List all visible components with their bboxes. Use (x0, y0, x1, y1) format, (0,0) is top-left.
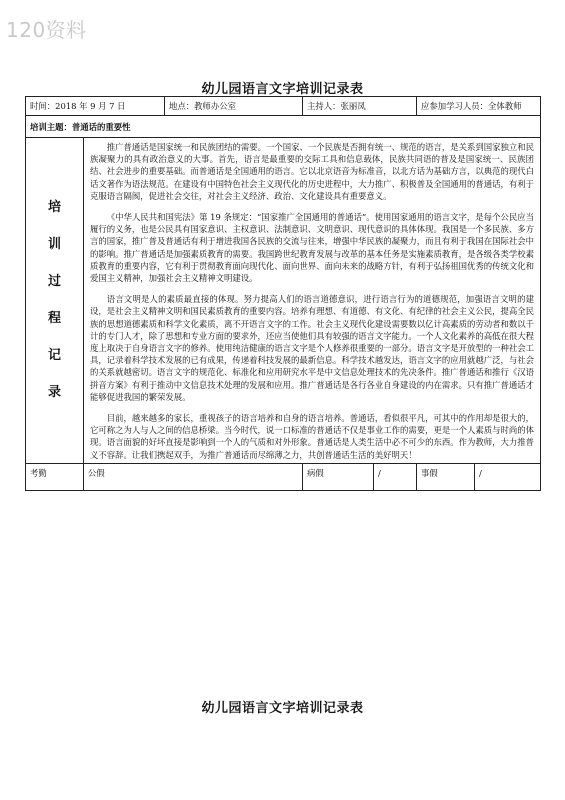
side-char: 过 (47, 274, 61, 290)
sick-leave-label: 病假 (303, 463, 374, 490)
next-page-title: 幼儿园语言文字培训记录表 (201, 701, 364, 716)
attendance-label: 考勤 (26, 463, 84, 490)
process-record-label (26, 138, 84, 464)
attendance-row (26, 463, 541, 490)
location-cell: 地点：教师办公室 (165, 97, 303, 116)
public-leave-label: 公假 (84, 463, 303, 490)
sick-leave-value: / (374, 463, 417, 490)
side-char: 培 (47, 200, 61, 216)
side-char: 记 (47, 348, 61, 364)
training-content (84, 138, 541, 464)
page-title: 幼儿园语言文字培训记录表 (201, 82, 364, 97)
side-char: 训 (47, 237, 61, 253)
content-paragraph: 《中华人民共和国宪法》第 19 条规定：“国家推广全国通用的普通话”。使用国家通用的语言文字，是每个公民应当履行的义务，也是公民具有国家意识、主权意识、法制意识、文明意识、现代意识的具体体现。我国是一个多民族、多方言的国家，推广普及普通话有利于增进我国各民族的交流与往来，增强中华民族的凝聚力，而且有利于我国在国际社会中的影响。推广普通话是加强素质教育的需要。我国跨世纪教育发展与改革的基本任务是实施素质教育，是各级各类学校素质教育的重要内容，它有利于贯彻教育面向现代化、面向世界、面向未来的战略方针，有利于弘扬祖国优秀的传统文化和爱国主义精神，加强社会主义精神文明建设。 (90, 212, 534, 284)
training-record-table (25, 96, 541, 491)
personal-leave-value: / (475, 463, 541, 490)
header-row (26, 97, 541, 116)
side-char: 程 (47, 311, 61, 327)
content-row (26, 138, 541, 464)
content-paragraph: 语言文明是人的素质最直接的体现。努力提高人们的语言道德意识，进行语言行为的道德规范，加强语言文明的建设，是社会主义精神文明和国民素质教育的重要内容。培养有理想、有道德、有文化、有纪律的社会主义公民，提高全民族的思想道德素质和科学文化素质，离不开语言文字的工作。社会主义现代化建设需要数以亿计高素质的劳动者和数以千计的专门人才，除了思想和专业方面的要求外，还应当使他们具有较强的语言文字能力。一个人文化素养的高低在很大程度上取决于自身语言文字的修养。使用纯洁健康的语言文字是个人修养很重要的一部分。语言文字是开放型的一种社会工具，记录着科学技术发展的已有成果，传递着科技发展的最新信息。科学技术越发达，语言文字的应用就越广泛，与社会的关系就越密切。语言文字的规范化、标准化和应用研究水平是中文信息处理技术的先决条件。推广普通话和推行《汉语拼音方案》有利于推动中文信息技术处理的发展和应用。推广普通话是各行各业自身建设的内在需求。只有推广普通话才能够促进我国的繁荣发展。 (90, 294, 534, 402)
time-cell: 时间：2018 年 9 月 7 日 (26, 97, 165, 116)
side-char: 录 (47, 385, 61, 401)
content-paragraph: 推广普通话是国家统一和民族团结的需要。一个国家、一个民族是否拥有统一、规范的语言，是关系到国家独立和民族凝聚力的具有政治意义的大事。首先，语言是最重要的交际工具和信息载体，民族共同语的普及是国家统一、民族团结、社会进步的重要基础。而普通话是全国通用的语言。它以北京语音为标准音，以北方话为基础方言，以典范的现代白话文著作为语法规范。在建设有中国特色社会主义现代化的历史进程中，大力推广、积极普及全国通用的普通话，有利于克服语言隔阂，促进社会交往，对社会主义经济、政治、文化建设具有重要意义。 (90, 142, 534, 201)
topic-row (26, 116, 541, 138)
host-cell: 主持人：张丽凤 (303, 97, 417, 116)
content-paragraph: 目前，越来越多的家长，重视孩子的语言培养和自身的语言培养。普通话，看似很平凡，可其中的作用却是很大的，它可称之为人与人之间的信息桥梁。当今时代，说一口标准的普通话不仅是事业工作的需要，更是一个人素质与时尚的体现。语言面貌的好坏直接是影响到一个人的气质和对外形象。普通话是人类生活中必不可少的东西。作为教师，大力推普义不容辞。让我们携起双手，为推广普通话而尽绵薄之力，共创普通话生活的美好明天！ (90, 413, 534, 460)
watermark-logo: 120资料 (6, 18, 87, 42)
personal-leave-label: 事假 (417, 463, 475, 490)
participants-cell: 应参加学习人员：全体教师 (417, 97, 541, 116)
topic-cell: 培训主题：普通话的重要性 (26, 116, 541, 138)
